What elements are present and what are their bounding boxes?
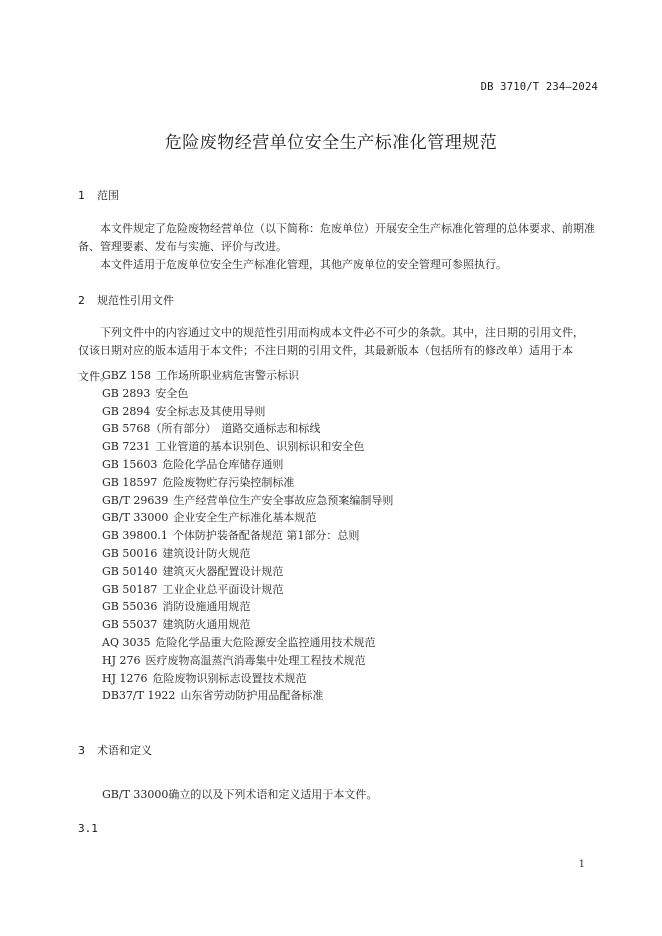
section-1-heading: [78, 187, 119, 203]
reference-item: HJ 1276 危险废物识别标志设置技术规范: [102, 671, 307, 685]
reference-item: GB 39800.1 个体防护装备配备规范 第1部分：总则: [102, 529, 360, 543]
reference-item: GB 15603 危险化学品仓库储存通则: [102, 457, 284, 471]
clause-number: 3.1: [78, 822, 98, 835]
reference-item: GB 50187 工业企业总平面设计规范: [102, 582, 284, 596]
section-2-intro-line-2: 仅该日期对应的版本适用于本文件；不注日期的引用文件，其最新版本（包括所有的修改单）适用于本: [78, 344, 573, 357]
section-3-heading: [78, 742, 152, 758]
reference-item: GB/T 29639 生产经营单位生产安全事故应急预案编制导则: [102, 493, 394, 507]
page-number: 1: [578, 859, 585, 870]
normative-reference-list: [102, 367, 393, 705]
reference-item: GB 50140 建筑灭火器配置设计规范: [102, 564, 284, 578]
section-2-heading: [78, 292, 174, 308]
reference-item: DB37/T 1922 山东省劳动防护用品配备标准: [102, 689, 324, 703]
reference-item: GB 18597 危险废物贮存污染控制标准: [102, 475, 295, 489]
section-title: 术语和定义: [97, 744, 152, 757]
reference-item: AQ 3035 危险化学品重大危险源安全监控通用技术规范: [102, 635, 376, 649]
document-code: DB 3710/T 234—2024: [480, 81, 598, 93]
reference-item: GB 5768（所有部分） 道路交通标志和标线: [102, 422, 321, 436]
section-2-intro-line-1: 下列文件中的内容通过文中的规范性引用而构成本文件必不可少的条款。其中，注日期的引用文件，: [100, 326, 584, 339]
section-1-paragraph-2: 本文件适用于危废单位安全生产标准化管理，其他产废单位的安全管理可参照执行。: [100, 258, 507, 271]
reference-item: GB 7231 工业管道的基本识别色、识别标识和安全色: [102, 440, 365, 454]
section-3-paragraph-1: GB/T 33000确立的以及下列术语和定义适用于本文件。: [102, 788, 378, 801]
section-number: 3: [78, 744, 85, 757]
document-title: 危险废物经营单位安全生产标准化管理规范: [164, 133, 498, 153]
reference-item: HJ 276 医疗废物高温蒸汽消毒集中处理工程技术规范: [102, 653, 366, 667]
section-1-paragraph-1: 本文件规定了危险废物经营单位（以下简称：危废单位）开展安全生产标准化管理的总体要求、前期准备、管理要素、发布与实施、评价与改进。: [78, 222, 595, 253]
reference-item: GBZ 158 工作场所职业病危害警示标识: [102, 369, 300, 382]
reference-item: GB/T 33000 企业安全生产标准化基本规范: [102, 511, 317, 525]
reference-item: GB 2893 安全色: [102, 386, 189, 400]
section-number: 1: [78, 189, 85, 202]
reference-item: GB 50016 建筑设计防火规范: [102, 546, 251, 560]
section-title: 规范性引用文件: [97, 294, 174, 307]
reference-item: GB 55036 消防设施通用规范: [102, 600, 251, 614]
reference-item: GB 2894 安全标志及其使用导则: [102, 404, 266, 418]
section-2-intro-line-3: 文件。: [78, 370, 111, 383]
reference-item: GB 55037 建筑防火通用规范: [102, 618, 251, 632]
section-number: 2: [78, 294, 85, 307]
section-title: 范围: [97, 189, 119, 202]
